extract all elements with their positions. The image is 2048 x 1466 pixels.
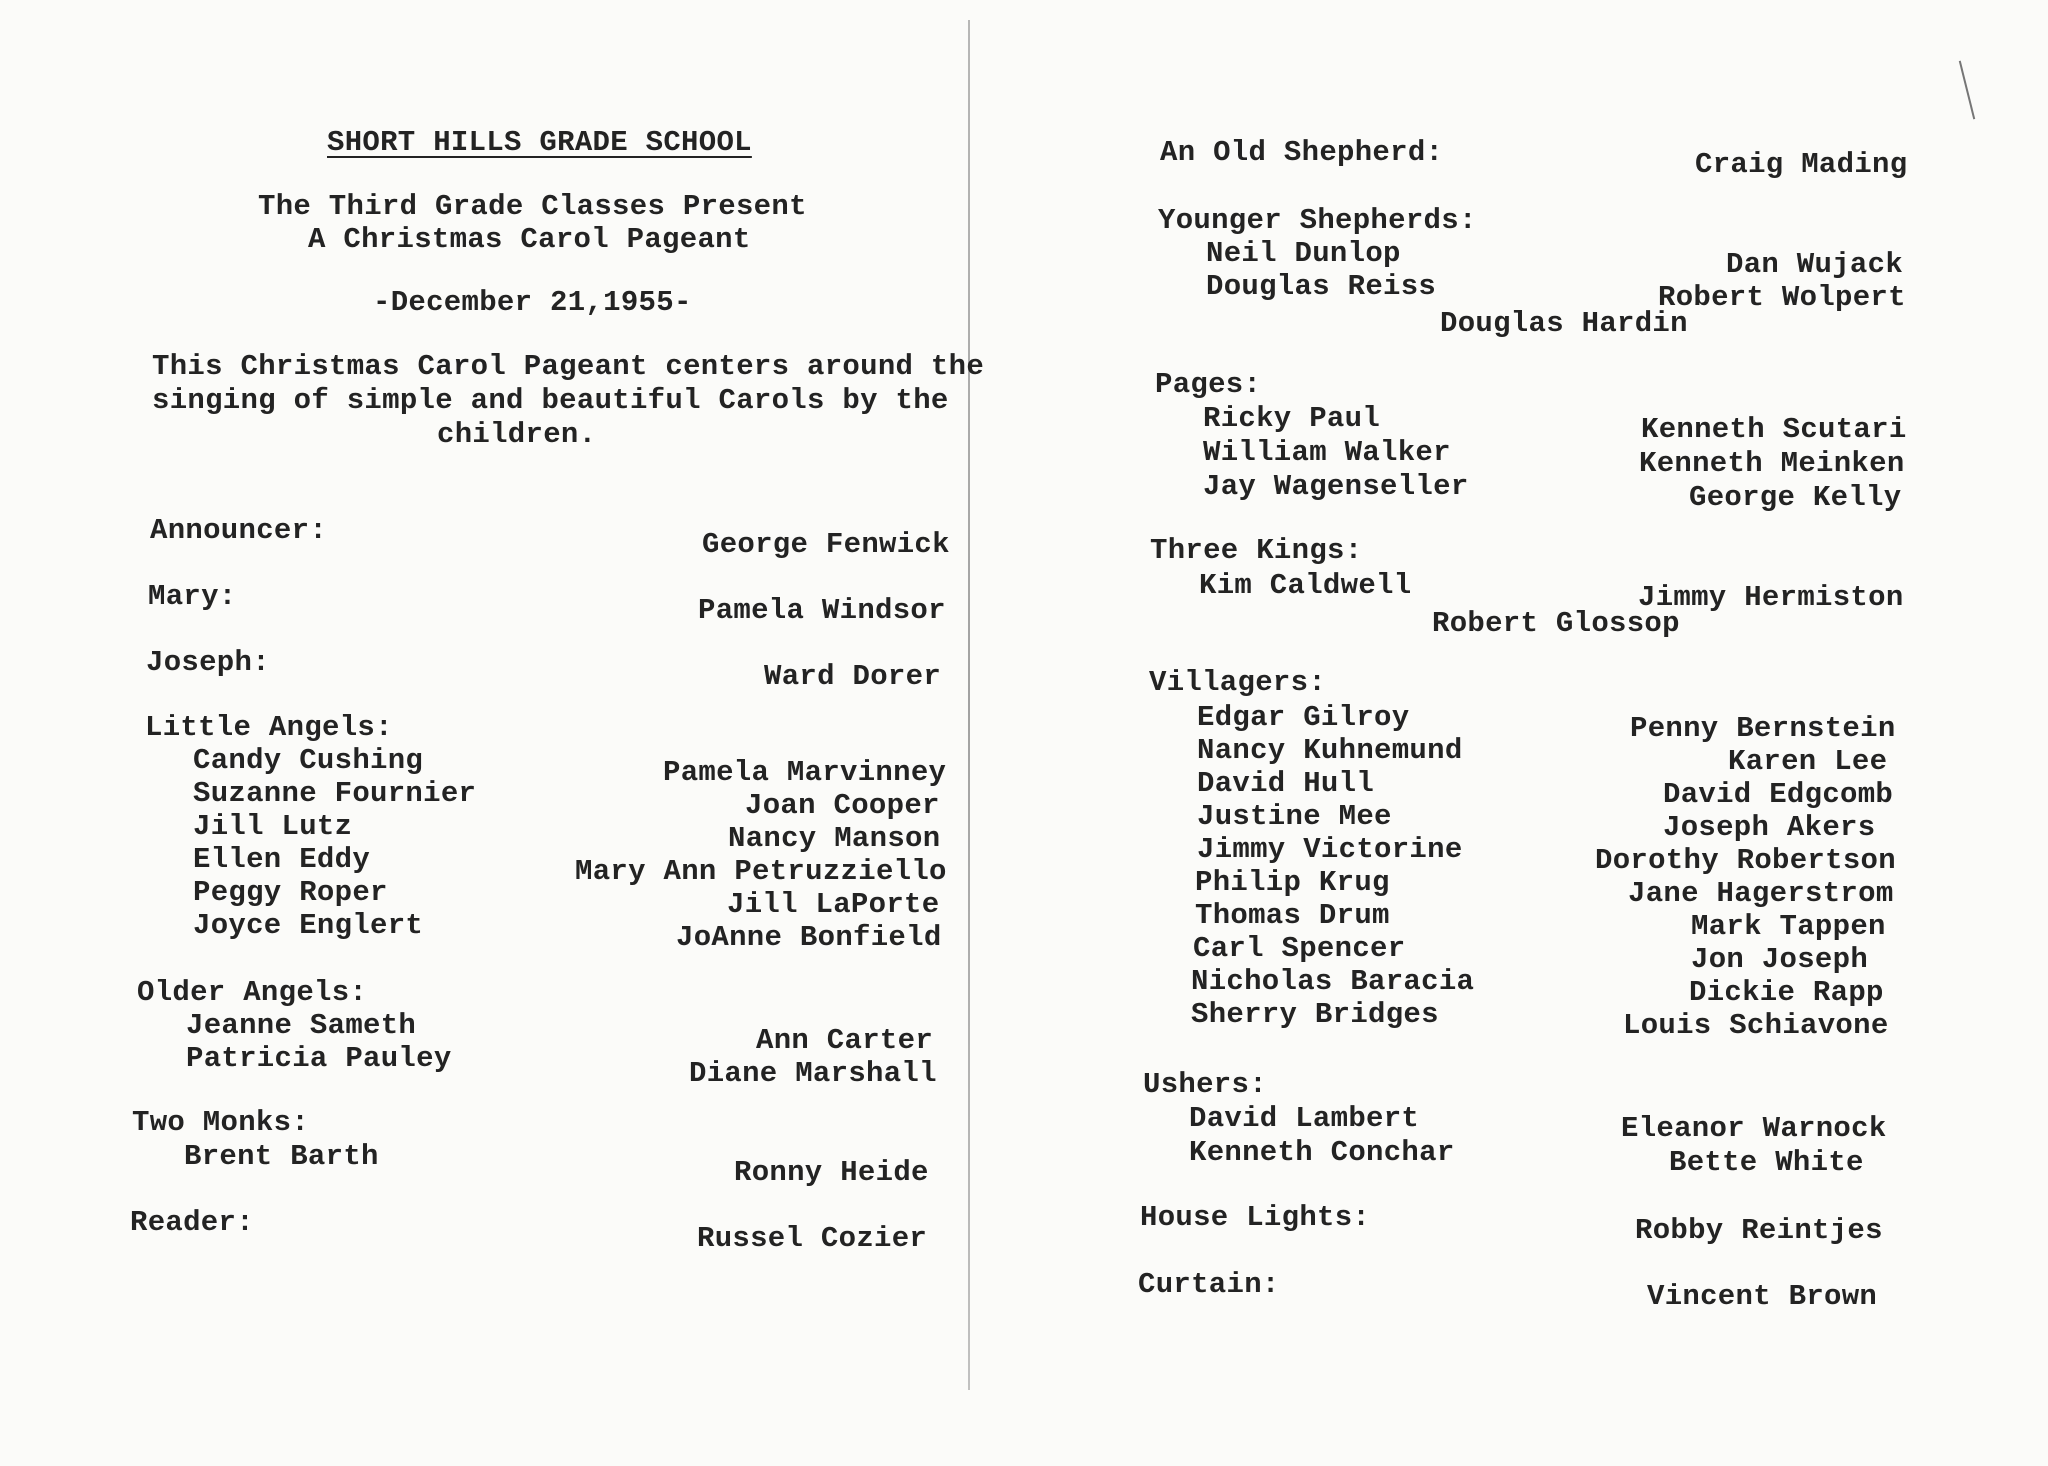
name-house-lights: Robby Reintjes [1635, 1214, 1883, 1247]
usher: Eleanor Warnock [1621, 1112, 1887, 1145]
villager: Edgar Gilroy [1197, 701, 1410, 734]
villager: Carl Spencer [1193, 932, 1406, 965]
page-member: Kenneth Scutari [1641, 413, 1907, 446]
older-angel: Diane Marshall [689, 1057, 937, 1090]
little-angel: Joyce Englert [193, 909, 424, 942]
villager: Nicholas Baracia [1191, 965, 1475, 998]
usher: David Lambert [1189, 1102, 1420, 1135]
little-angel: Suzanne Fournier [193, 777, 477, 810]
little-angel: Ellen Eddy [193, 843, 371, 876]
right-page [985, 0, 2048, 1466]
role-house-lights: House Lights: [1140, 1201, 1371, 1234]
intro-line-2: singing of simple and beautiful Carols by the [152, 384, 949, 417]
role-little-angels: Little Angels: [145, 711, 393, 744]
younger-shepherd-center: Douglas Hardin [1440, 307, 1688, 340]
little-angel: JoAnne Bonfield [676, 921, 942, 954]
little-angel: Mary Ann Petruzziello [575, 855, 947, 888]
role-older-angels: Older Angels: [137, 976, 368, 1009]
intro-line-1: This Christmas Carol Pageant centers around the [152, 350, 985, 383]
villager: Mark Tappen [1691, 910, 1886, 943]
villager: Dorothy Robertson [1595, 844, 1896, 877]
usher: Bette White [1669, 1146, 1864, 1179]
little-angel: Joan Cooper [745, 789, 940, 822]
intro-line-3: children. [437, 418, 597, 451]
role-joseph: Joseph: [146, 646, 270, 679]
page-member: William Walker [1203, 436, 1451, 469]
villager: David Edgcomb [1663, 778, 1894, 811]
villager: Dickie Rapp [1689, 976, 1884, 1009]
villager: Sherry Bridges [1191, 998, 1439, 1031]
role-curtain: Curtain: [1138, 1268, 1280, 1301]
role-villagers: Villagers: [1149, 666, 1327, 699]
role-two-monks: Two Monks: [132, 1106, 310, 1139]
little-angel: Jill Lutz [193, 810, 353, 843]
name-announcer: George Fenwick [702, 528, 950, 561]
name-joseph: Ward Dorer [764, 660, 942, 693]
little-angel: Nancy Manson [728, 822, 941, 855]
role-younger-shepherds: Younger Shepherds: [1158, 204, 1477, 237]
villager: Jane Hagerstrom [1628, 877, 1894, 910]
older-angel: Ann Carter [756, 1024, 934, 1057]
page-member: Ricky Paul [1203, 402, 1381, 435]
villager: Nancy Kuhnemund [1197, 734, 1463, 767]
name-reader: Russel Cozier [697, 1222, 928, 1255]
name-old-shepherd: Craig Mading [1695, 148, 1908, 181]
younger-shepherd: Douglas Reiss [1206, 270, 1437, 303]
king-center: Robert Glossop [1432, 607, 1680, 640]
villager: David Hull [1197, 767, 1375, 800]
role-pages: Pages: [1155, 368, 1262, 401]
villager: Justine Mee [1197, 800, 1392, 833]
little-angel: Candy Cushing [193, 744, 424, 777]
villager: Joseph Akers [1663, 811, 1876, 844]
younger-shepherd: Neil Dunlop [1206, 237, 1401, 270]
school-title: SHORT HILLS GRADE SCHOOL [327, 126, 752, 159]
king: Kim Caldwell [1199, 569, 1412, 602]
little-angel: Jill LaPorte [727, 888, 940, 921]
role-reader: Reader: [130, 1206, 254, 1239]
older-angel: Patricia Pauley [186, 1042, 452, 1075]
name-curtain: Vincent Brown [1647, 1280, 1878, 1313]
event-date: -December 21,1955- [373, 286, 692, 319]
monk: Ronny Heide [734, 1156, 929, 1189]
present-line-2: A Christmas Carol Pageant [308, 223, 751, 256]
villager: Philip Krug [1195, 866, 1390, 899]
villager: Karen Lee [1728, 745, 1888, 778]
role-three-kings: Three Kings: [1150, 534, 1363, 567]
left-page [0, 0, 985, 1466]
little-angel: Peggy Roper [193, 876, 388, 909]
present-line-1: The Third Grade Classes Present [258, 190, 807, 223]
villager: Jon Joseph [1691, 943, 1869, 976]
king: Jimmy Hermiston [1638, 581, 1904, 614]
role-ushers: Ushers: [1143, 1068, 1267, 1101]
villager: Louis Schiavone [1623, 1009, 1889, 1042]
villager: Jimmy Victorine [1197, 833, 1463, 866]
role-announcer: Announcer: [150, 514, 328, 547]
usher: Kenneth Conchar [1189, 1136, 1455, 1169]
younger-shepherd: Dan Wujack [1726, 248, 1904, 281]
role-mary: Mary: [148, 580, 237, 613]
name-mary: Pamela Windsor [698, 594, 946, 627]
monk: Brent Barth [184, 1140, 379, 1173]
role-old-shepherd: An Old Shepherd: [1160, 136, 1444, 169]
little-angel: Pamela Marvinney [663, 756, 947, 789]
villager: Penny Bernstein [1630, 712, 1896, 745]
younger-shepherd: Robert Wolpert [1658, 281, 1906, 314]
page-member: George Kelly [1689, 481, 1902, 514]
page-member: Kenneth Meinken [1639, 447, 1905, 480]
villager: Thomas Drum [1195, 899, 1390, 932]
page-member: Jay Wagenseller [1203, 470, 1469, 503]
older-angel: Jeanne Sameth [186, 1009, 417, 1042]
